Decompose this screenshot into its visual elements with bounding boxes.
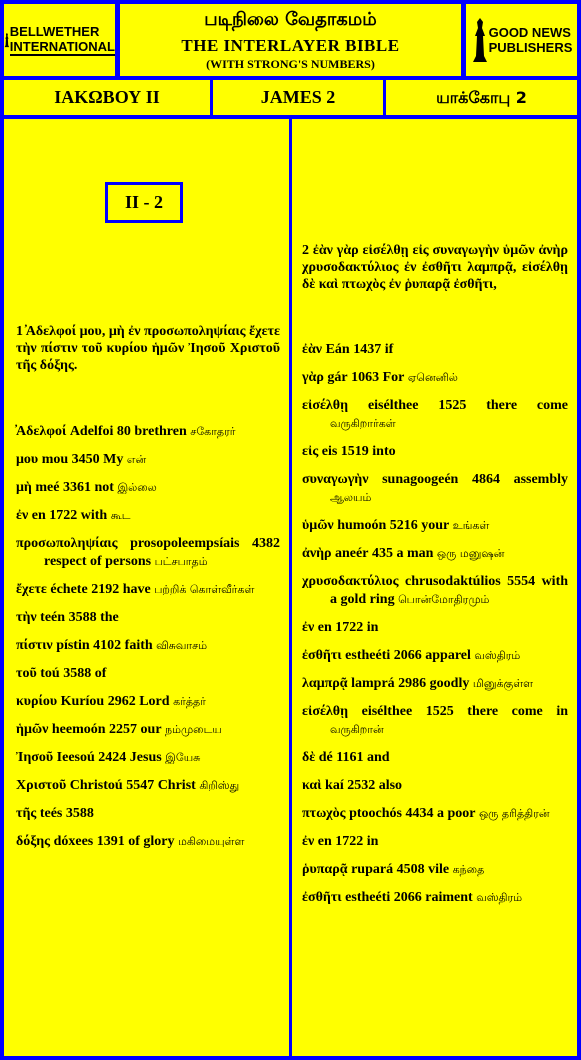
strong-number: 1525 [438, 398, 467, 413]
greek-word: τῆς [16, 806, 37, 821]
english-gloss: our [140, 722, 162, 737]
strong-number: 1063 [351, 370, 380, 385]
tamil-gloss: சகோதரர் [190, 425, 236, 438]
english-gloss: and [366, 750, 390, 765]
book-label-english [213, 80, 383, 115]
english-gloss: a poor [436, 806, 476, 821]
book-greek-text: ΙΑΚΩΒΟΥ II [54, 87, 160, 107]
transliteration: kaí [325, 778, 344, 793]
transliteration: meé [35, 480, 60, 495]
logo-right-line-2: PUBLISHERS [488, 40, 573, 55]
transliteration: en [31, 508, 46, 523]
bellwether-logo-text [10, 24, 115, 56]
english-gloss: Jesus [129, 750, 162, 765]
greek-word: χρυσοδακτύλιος [302, 574, 399, 589]
english-gloss: apparel [425, 648, 471, 663]
tamil-gloss: ஏனெனில் [407, 371, 458, 384]
strong-number: 3588 [63, 666, 92, 681]
transliteration: en [317, 834, 332, 849]
english-gloss: of glory [128, 834, 175, 849]
tamil-gloss: கிறிஸ்து [199, 779, 240, 792]
tamil-gloss: மினுக்குள்ள [472, 677, 534, 690]
transliteration: dé [318, 750, 333, 765]
greek-word: καὶ [302, 778, 322, 793]
strong-number: 2962 [107, 694, 136, 709]
word-entry [16, 777, 280, 795]
word-entry [16, 479, 280, 497]
subtitle: (WITH STRONG'S NUMBERS) [206, 57, 375, 71]
word-entry [16, 833, 280, 851]
english-gloss: Lord [139, 694, 170, 709]
strong-number: 2532 [347, 778, 376, 793]
greek-word: ῥυπαρᾷ [302, 862, 348, 877]
strong-number: 4102 [93, 638, 122, 653]
strong-number: 1391 [96, 834, 125, 849]
greek-word: δόξης [16, 834, 51, 849]
greek-word: εἰσέλθῃ [302, 704, 349, 719]
english-gloss: in [366, 620, 379, 635]
tamil-gloss: இயேசு [165, 751, 201, 764]
strong-number: 5554 [507, 574, 536, 589]
strong-number: 80 [116, 424, 131, 439]
greek-word: Ἰησοῦ [16, 750, 54, 765]
strong-number: 1437 [353, 342, 382, 357]
strong-number: 3588 [68, 610, 97, 625]
word-entry [16, 665, 280, 683]
tamil-gloss: என் [126, 453, 147, 466]
transliteration: eisélthee [361, 704, 413, 719]
strong-number: 2066 [393, 648, 422, 663]
transliteration: chrusodaktúlios [404, 574, 501, 589]
transliteration: Adelfoi [69, 424, 114, 439]
english-gloss: a man [396, 546, 434, 561]
word-entry [302, 341, 568, 359]
strong-number: 3588 [65, 806, 94, 821]
strong-number: 3361 [62, 480, 91, 495]
transliteration: Ieesoú [56, 750, 95, 765]
tamil-gloss: கர்த்தர் [173, 695, 206, 708]
strong-number: 4434 [405, 806, 434, 821]
english-gloss: faith [124, 638, 153, 653]
tamil-gloss: வஸ்திரம் [474, 649, 521, 662]
word-entry [16, 581, 280, 599]
word-entry [16, 423, 280, 441]
strong-number: 2066 [393, 890, 422, 905]
transliteration: Eán [325, 342, 350, 357]
tamil-gloss: நம்முடைய [165, 723, 222, 736]
transliteration: humoón [337, 518, 387, 533]
greek-word: Χριστοῦ [16, 778, 67, 793]
word-entry [16, 693, 280, 711]
logo-left-line-1: BELLWETHER [9, 24, 100, 39]
greek-word: ἐν [302, 620, 315, 635]
verse-1-text: 1 ̓Αδελφοί μου, μὴ ἐν προσωποληψίαις ἔχετε τὴν πίστιν τοῦ κυρίου ἡμῶν Ἰησοῦ Χριστοῦ τῆς δόξης. [16, 324, 280, 373]
strong-number: 4382 [252, 536, 281, 551]
transliteration: estheéti [345, 648, 391, 663]
strong-number: 5547 [126, 778, 155, 793]
strong-number: 5216 [389, 518, 418, 533]
english-gloss: the [100, 610, 119, 625]
transliteration: heemoón [51, 722, 106, 737]
word-entry [16, 749, 280, 767]
word-entry [302, 749, 568, 767]
transliteration: Kuríou [60, 694, 105, 709]
word-list-right [302, 341, 568, 917]
transliteration: dóxees [53, 834, 94, 849]
english-gloss: For [382, 370, 405, 385]
transliteration: rupará [351, 862, 394, 877]
bellwether-logo [4, 4, 115, 76]
strong-number: 1722 [335, 834, 364, 849]
greek-word: πίστιν [16, 638, 53, 653]
tamil-gloss: கந்தை [452, 863, 485, 876]
tamil-gloss: உங்கள் [452, 519, 490, 532]
word-entry [302, 397, 568, 433]
tamil-gloss: கூட [110, 509, 131, 522]
greek-word: κυρίου [16, 694, 58, 709]
english-gloss: not [94, 480, 114, 495]
book-label-tamil [386, 80, 577, 115]
strong-number: 1519 [340, 444, 369, 459]
transliteration: toú [40, 666, 60, 681]
greek-word: μὴ [16, 480, 32, 495]
english-gloss: of [94, 666, 107, 681]
greek-word: ἐσθῆτι [302, 890, 342, 905]
word-entry [16, 805, 280, 823]
greek-word: ἔχετε [16, 582, 47, 597]
transliteration: estheéti [345, 890, 391, 905]
good-news-logo [466, 4, 577, 76]
tamil-gloss: விசுவாசம் [156, 639, 208, 652]
english-gloss: into [372, 444, 396, 459]
word-entry [302, 545, 568, 563]
tamil-gloss: வஸ்திரம் [476, 891, 523, 904]
tamil-gloss: ஒரு மனுஷன் [436, 547, 505, 560]
transliteration: lamprá [351, 676, 395, 691]
word-entry [302, 833, 568, 851]
greek-word: τὴν [16, 610, 37, 625]
tamil-gloss: ஒரு தரித்திரன் [478, 807, 550, 820]
tamil-gloss: மகிமையுள்ள [178, 835, 245, 848]
strong-number: 1722 [335, 620, 364, 635]
strong-number: 2424 [98, 750, 127, 765]
greek-word: λαμπρᾷ [302, 676, 348, 691]
greek-word: πτωχὸς [302, 806, 346, 821]
logo-right-line-1: GOOD NEWS [488, 25, 571, 40]
tamil-gloss: பற்றிக் கொள்வீர்கள் [154, 583, 255, 596]
strong-number: 3450 [71, 452, 100, 467]
transliteration: prosopoleempsíais [130, 536, 240, 551]
strong-number: 4508 [396, 862, 425, 877]
word-entry [302, 805, 568, 823]
transliteration: mou [41, 452, 69, 467]
word-entry [16, 609, 280, 627]
word-entry [302, 471, 568, 507]
transliteration: eis [321, 444, 338, 459]
word-entry [302, 647, 568, 665]
greek-word: ὑμῶν [302, 518, 334, 533]
english-gloss: raiment [425, 890, 473, 905]
english-gloss: vile [428, 862, 450, 877]
greek-word: ἐν [16, 508, 29, 523]
good-news-logo-text [489, 25, 573, 55]
right-column [292, 119, 577, 1056]
word-entry [302, 889, 568, 907]
english-gloss: if [384, 342, 394, 357]
word-entry [16, 721, 280, 739]
strong-number: 1525 [425, 704, 454, 719]
title-tamil: படிநிலை வேதாகமம் [204, 9, 377, 30]
strong-number: 2986 [398, 676, 427, 691]
english-gloss: there come [486, 398, 569, 413]
english-gloss: My [103, 452, 124, 467]
greek-word: δὲ [302, 750, 316, 765]
tamil-gloss: பொன்மோதிரமும் [398, 593, 490, 606]
word-entry [16, 535, 280, 571]
transliteration: teén [40, 610, 66, 625]
word-entry [16, 637, 280, 655]
greek-word: εἰς [302, 444, 319, 459]
word-entry [16, 451, 280, 469]
left-column [4, 119, 289, 1056]
english-gloss: with [80, 508, 108, 523]
word-entry [302, 777, 568, 795]
greek-word: ἐσθῆτι [302, 648, 342, 663]
english-gloss: Christ [157, 778, 196, 793]
strong-number: 1722 [49, 508, 78, 523]
transliteration: échete [50, 582, 88, 597]
word-entry [302, 573, 568, 609]
english-gloss: respect of persons [44, 554, 152, 569]
book-label-greek [4, 80, 210, 115]
transliteration: Christoú [69, 778, 123, 793]
logo-left-line-2: INTERNATIONAL [9, 39, 115, 54]
strong-number: 2192 [91, 582, 120, 597]
strong-number: 1161 [336, 750, 364, 765]
tamil-gloss: வருகிறார்கள் [330, 417, 396, 430]
english-gloss: brethren [134, 424, 187, 439]
title-block [120, 4, 461, 76]
title-english: THE INTERLAYER BIBLE [181, 36, 400, 55]
greek-word: τοῦ [16, 666, 37, 681]
greek-word: ἡμῶν [16, 722, 49, 737]
word-entry [302, 675, 568, 693]
greek-word: εἰσέλθῃ [302, 398, 349, 413]
english-gloss: with a gold ring [330, 574, 569, 607]
book-tamil-text: யாக்கோபு 2 [436, 88, 527, 107]
english-gloss: goodly [429, 676, 470, 691]
chapter-label: II - 2 [105, 182, 183, 223]
word-entry [302, 619, 568, 637]
tamil-gloss: ஆலயம் [330, 491, 372, 504]
greek-word: συναγωγὴν [302, 472, 369, 487]
transliteration: sunagoogeén [382, 472, 459, 487]
greek-word: ̓Αδελφοί [16, 424, 67, 439]
word-entry [302, 443, 568, 461]
transliteration: pístin [56, 638, 90, 653]
english-gloss: have [122, 582, 151, 597]
transliteration: aneér [335, 546, 369, 561]
verse-2-text: 2 ἐὰν γὰρ εἰσέλθῃ εἰς συναγωγὴν ὑμῶν ἀνὴρ χρυσοδακτύλιος ἐν ἐσθῆτι λαμπρᾷ, εἰσέλθῃ δὲ καὶ πτωχὸς ἐν ῥυπαρᾷ ἐσθῆτι, [302, 243, 568, 292]
english-gloss: your [421, 518, 450, 533]
greek-word: προσωποληψίαις [16, 536, 118, 551]
tamil-gloss: வருகிறான் [330, 723, 384, 736]
tamil-gloss: பட்சபாதம் [154, 555, 208, 568]
book-english-text: JAMES 2 [260, 87, 336, 107]
greek-word: ἀνὴρ [302, 546, 332, 561]
greek-word: μου [16, 452, 39, 467]
word-entry [302, 517, 568, 535]
tamil-gloss: இல்லை [117, 481, 157, 494]
strong-number: 2257 [109, 722, 138, 737]
english-gloss: assembly [513, 472, 569, 487]
word-list-left [16, 423, 280, 861]
figure-icon [471, 16, 489, 64]
word-entry [16, 507, 280, 525]
word-entry [302, 703, 568, 739]
word-entry [302, 861, 568, 879]
greek-word: ἐὰν [302, 342, 323, 357]
transliteration: ptoochós [349, 806, 402, 821]
english-gloss: in [366, 834, 379, 849]
strong-number: 435 [371, 546, 393, 561]
greek-word: ἐν [302, 834, 315, 849]
transliteration: en [317, 620, 332, 635]
transliteration: gár [327, 370, 348, 385]
transliteration: eisélthee [367, 398, 419, 413]
word-entry [302, 369, 568, 387]
english-gloss: there come in [467, 704, 569, 719]
english-gloss: also [378, 778, 403, 793]
strong-number: 4864 [471, 472, 500, 487]
transliteration: teés [39, 806, 63, 821]
greek-word: γὰρ [302, 370, 324, 385]
